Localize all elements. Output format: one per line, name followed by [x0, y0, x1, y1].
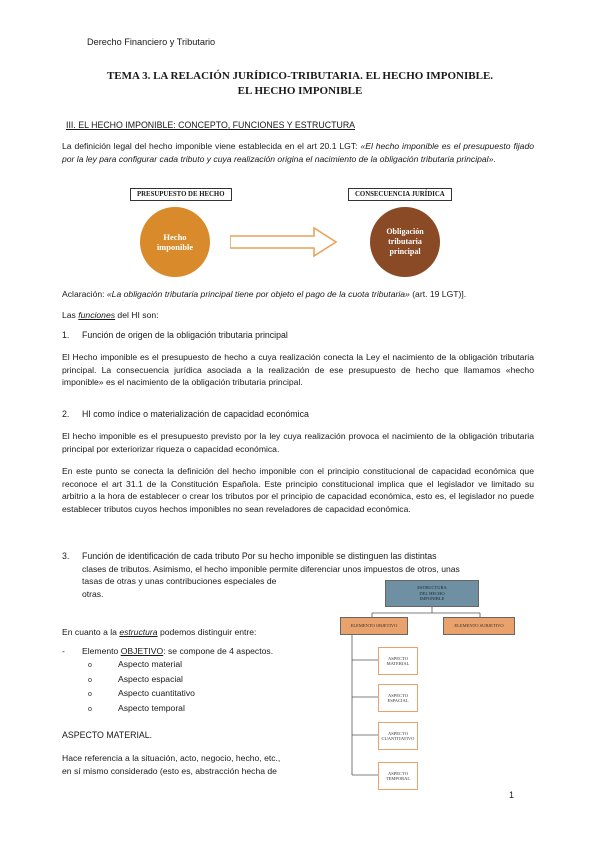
function-2-title: HI como índice o materialización de capacidad económica: [82, 409, 309, 419]
aspect-item: [88, 673, 195, 688]
hecho-imponible-diagram: [130, 188, 480, 278]
elemento-objetivo-line: [62, 645, 273, 658]
obligacion-circle: [370, 207, 440, 277]
page-number: 1: [509, 790, 515, 800]
org-child-line: TEMPORAL: [385, 776, 411, 781]
function-2-number: 2.: [62, 409, 70, 419]
aclaracion-label: Aclaración:: [62, 289, 107, 299]
definition-end: .: [493, 153, 496, 164]
estructura-org-chart: [340, 575, 530, 795]
elemento-post: : se compone de 4 aspectos.: [163, 646, 274, 656]
funciones-pre: Las: [62, 310, 79, 320]
title-line-1: TEMA 3. LA RELACIÓN JURÍDICO-TRIBUTARIA. EL HECHO IMPONIBLE.: [106, 70, 494, 82]
section-heading: III. EL HECHO IMPONIBLE: CONCEPTO, FUNCIONES Y ESTRUCTURA: [66, 120, 356, 130]
org-child-line: ASPECTO: [388, 770, 408, 776]
page-title: [40, 69, 560, 98]
org-root-line1: ESTRUCTURA: [417, 585, 447, 591]
estructura-post: podemos distinguir entre:: [157, 627, 257, 637]
org-root-box: [385, 580, 479, 607]
function-2-body-2: En este punto se conecta la definición del hecho imponible con el principio constitucional de capacidad económica que reconoce el art 31.1 de la Constitución Española. Este principio constitucional implica que el legislador ve limitado su arbitrio a la hora de establecer o crear los tributos por el principio de capacidad económica, esto es, el legislador no puede establecer tributos cuyos hechos imponibles no sean reveladores de capacidad económica.: [62, 466, 534, 514]
right-circle-line1: Obligación: [386, 227, 424, 237]
left-circle-line1: Hecho: [163, 231, 187, 242]
org-left-box: ELEMENTO OBJETIVO: [340, 617, 408, 635]
function-1-title: Función de origen de la obligación tributaria principal: [82, 330, 288, 340]
aclaracion-paragraph: [62, 288, 542, 301]
hecho-imponible-circle: [140, 207, 210, 277]
org-child-line: ASPECTO: [388, 730, 408, 736]
aclaracion-ref: (art. 19 LGT)].: [409, 289, 467, 299]
arrow-icon: [230, 226, 340, 258]
function-1-heading: [62, 330, 288, 340]
org-child-box: [378, 684, 418, 712]
definition-quote: «El hecho imponible es el presupuesto fijado por la ley para configurar cada tributo y cuya realización origina el nacimiento de la obligación tributaria principal»: [62, 141, 535, 164]
org-chart-connectors: [340, 575, 530, 795]
aspect-item: [88, 658, 195, 673]
aspect-bullet: o: [88, 705, 92, 713]
funciones-word: funciones: [78, 310, 116, 320]
aspecto-material-body: [62, 752, 330, 777]
aspect-label: Aspecto material: [118, 659, 183, 669]
org-child-line: MATERIAL: [386, 661, 410, 666]
aspecto-material-line2: en sí mismo considerado (esto es, abstracción hecha de: [62, 765, 277, 776]
aspect-bullet: o: [88, 676, 92, 684]
course-header: Derecho Financiero y Tributario: [87, 37, 216, 47]
elemento-word: OBJETIVO: [120, 646, 164, 656]
org-child-box: [378, 762, 418, 790]
org-child-line: ASPECTO: [388, 655, 408, 661]
function-3-line3: tasas de otras y unas contribuciones especiales de: [82, 576, 277, 587]
definition-paragraph: [62, 140, 534, 165]
aspect-item: [88, 687, 195, 702]
definition-intro: La definición legal del hecho imponible viene establecida en el art 20.1 LGT:: [62, 141, 361, 151]
right-circle-line3: principal: [389, 246, 421, 256]
elemento-pre: Elemento: [82, 646, 121, 656]
aspect-bullet: o: [88, 662, 92, 669]
function-1-body: El Hecho imponible es el presupuesto de hecho a cuya realización conecta la Ley el nacimiento de la obligación tributaria principal. La consecuencia jurídica asociada a la realización de ese presupuesto de hecho que llamamos «hecho imponible» es el nacimiento de la obligación tributaria principal.: [62, 352, 534, 388]
estructura-intro: [62, 626, 256, 639]
function-2-heading: [62, 409, 309, 419]
function-3-line2: clases de tributos. Asimismo, el hecho imponible permite diferenciar unos impuestos de otros, unas: [82, 563, 460, 574]
org-child-line: ASPECTO: [388, 692, 408, 698]
function-3-number: 3.: [62, 551, 70, 561]
left-circle-line2: imponible: [156, 242, 194, 252]
org-child-line: ESPACIAL: [387, 698, 409, 703]
aclaracion-quote: «La obligación tributaria principal tiene por objeto el pago de la cuota tributaria»: [106, 289, 410, 299]
estructura-pre: En cuanto a la: [62, 627, 120, 637]
function-3-line4: otras.: [82, 588, 104, 599]
aspect-label: Aspecto cuantitativo: [118, 688, 195, 699]
function-1-number: 1.: [62, 330, 70, 340]
right-circle-line2: tributaria: [388, 237, 422, 247]
org-right-box: ELEMENTO SUBJETIVO: [443, 617, 515, 635]
function-3-line1: Función de identificación de cada tributo Por su hecho imponible se distinguen las distintas: [82, 551, 437, 561]
aspecto-material-heading: ASPECTO MATERIAL.: [62, 730, 153, 740]
org-root-line3: IMPONIBLE: [419, 596, 445, 602]
consecuencia-label: CONSECUENCIA JURÍDICA: [348, 188, 452, 201]
org-child-box: [378, 722, 418, 750]
elemento-dash: -: [62, 646, 65, 656]
estructura-word: estructura: [119, 627, 158, 637]
org-child-box: [378, 647, 418, 675]
presupuesto-label: PRESUPUESTO DE HECHO: [130, 188, 232, 201]
aspect-label: Aspecto temporal: [118, 702, 185, 713]
org-root-line2: DEL HECHO: [419, 590, 445, 596]
aspecto-material-line1: Hace referencia a la situación, acto, negocio, hecho, etc.,: [62, 753, 281, 763]
title-line-2: EL HECHO IMPONIBLE: [237, 84, 363, 97]
org-child-line: CUANTITATIVO: [381, 736, 415, 741]
aspect-label: Aspecto espacial: [118, 673, 183, 684]
aspect-bullet: o: [88, 691, 92, 699]
funciones-intro: [62, 309, 159, 322]
function-2-body-1: El hecho imponible es el presupuesto previsto por la ley cuya realización provoca el nacimiento de la obligación tributaria principal por exteriorizar riqueza o capacidad económica.: [62, 431, 534, 454]
aspects-list: [88, 658, 195, 716]
aspect-item: [88, 702, 195, 717]
funciones-post: del HI son:: [115, 310, 159, 320]
